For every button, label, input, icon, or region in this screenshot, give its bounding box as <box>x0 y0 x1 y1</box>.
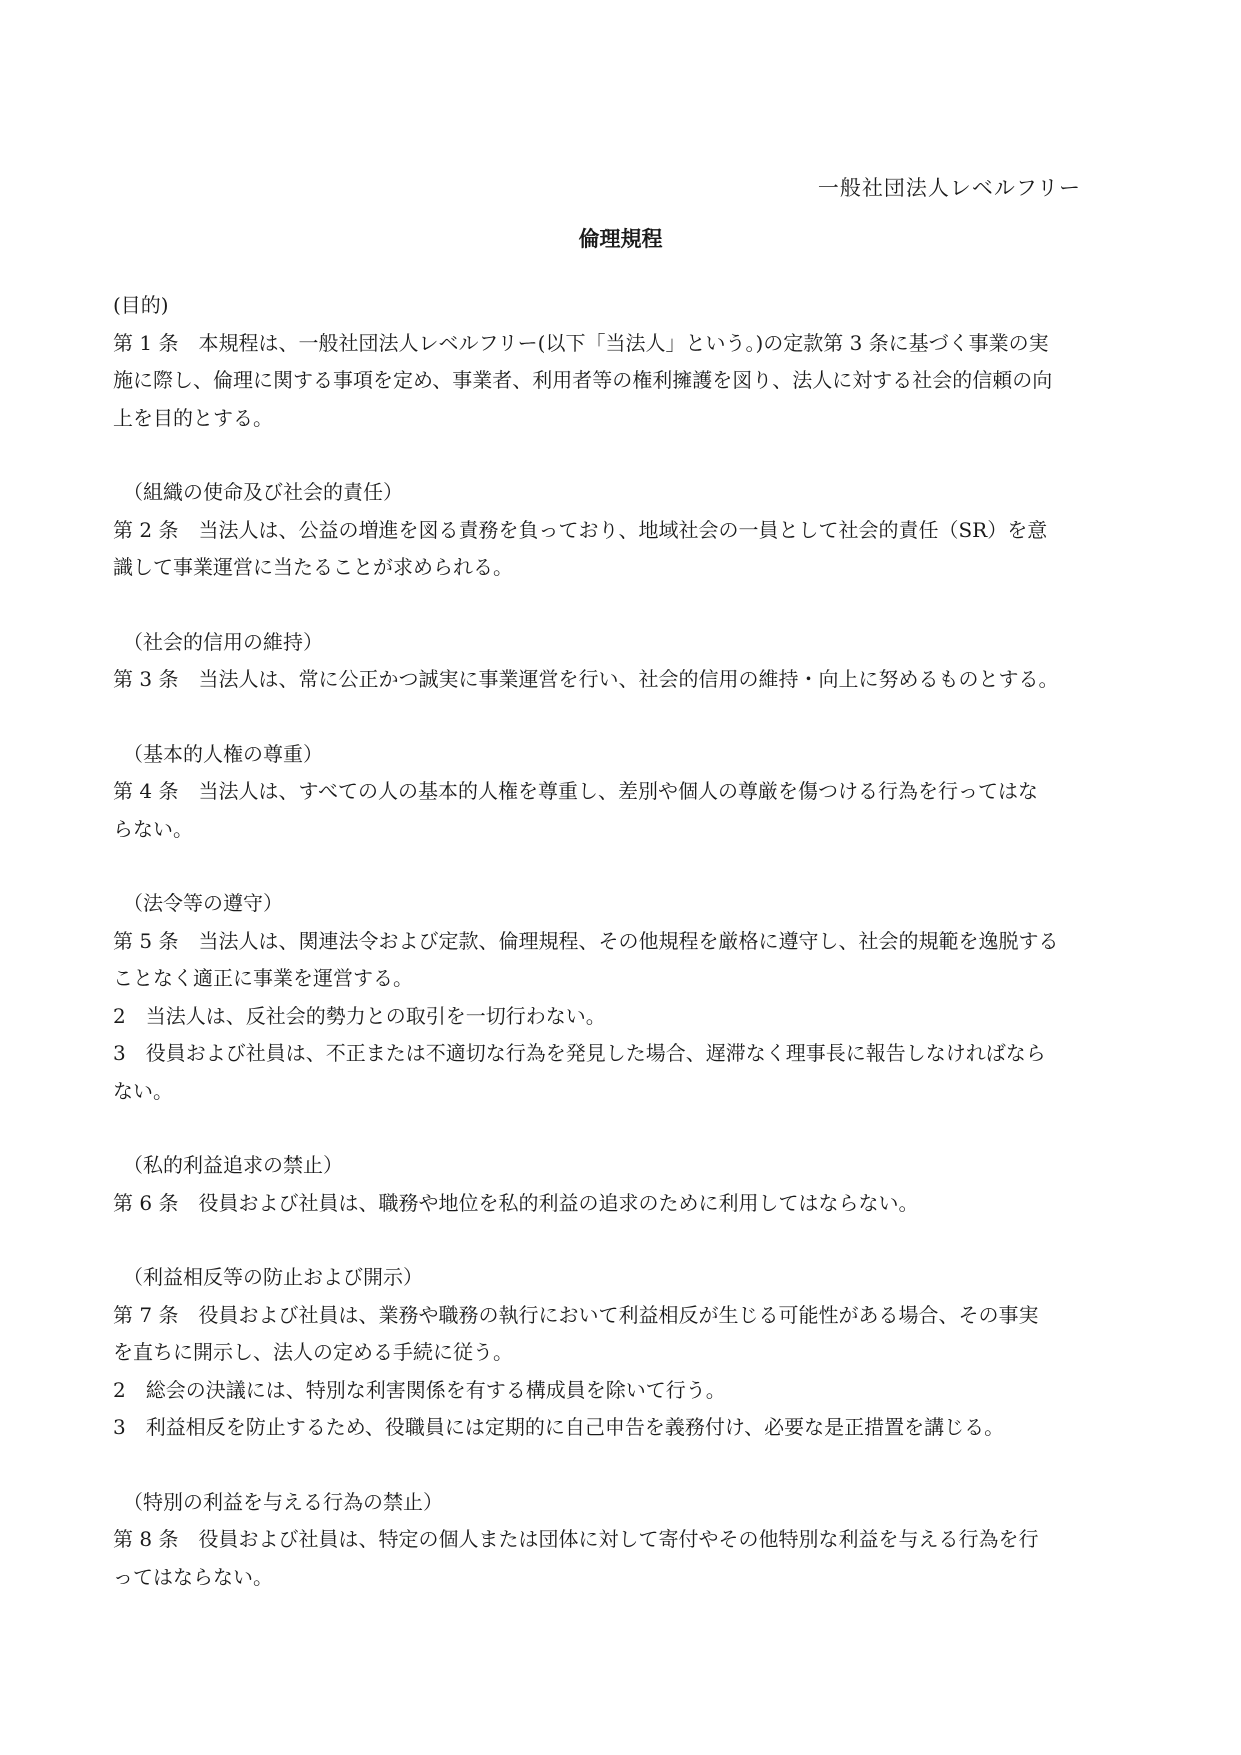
article-text-line: 上を目的とする。 <box>113 405 273 430</box>
article-text-line: 第 6 条 役員および社員は、職務や地位を私的利益の追求のために利用してはならない。 <box>113 1190 919 1215</box>
article-section <box>113 287 1129 437</box>
article-section <box>113 1147 1129 1222</box>
article-section <box>113 474 1129 587</box>
article-text-line: 第 2 条 当法人は、公益の増進を図る責務を負っており、地域社会の一員として社会的責任（SR）を意 <box>113 517 1048 542</box>
article-text-line: 第 7 条 役員および社員は、業務や職務の執行において利益相反が生じる可能性がある場合、その事実 <box>113 1302 1039 1327</box>
article-text-line: 第 8 条 役員および社員は、特定の個人または団体に対して寄付やその他特別な利益を与える行為を行 <box>113 1527 1039 1551</box>
article-text-line: ってはならない。 <box>113 1564 273 1589</box>
article-section <box>113 1484 1129 1597</box>
article-text-line: ない。 <box>113 1078 173 1103</box>
document-body <box>113 287 1129 1596</box>
article-text-line: 3 利益相反を防止するため、役職員には定期的に自己申告を義務付け、必要な是正措置を講じる。 <box>113 1415 1005 1439</box>
article-section <box>113 1259 1129 1447</box>
article-section <box>113 885 1129 1110</box>
article-text-line: 施に際し、倫理に関する事項を定め、事業者、利用者等の権利擁護を図り、法人に対する社会的信頼の向 <box>113 368 1053 392</box>
article-section <box>113 624 1129 699</box>
article-text-line: 識して事業運営に当たることが求められる。 <box>113 555 513 579</box>
article-heading: （組織の使命及び社会的責任） <box>123 480 403 504</box>
article-heading: （法令等の遵守） <box>123 891 283 915</box>
section-gap <box>113 1222 1129 1259</box>
article-text-line: 2 総会の決議には、特別な利害関係を有する構成員を除いて行う。 <box>113 1377 726 1402</box>
article-heading: （私的利益追求の禁止） <box>123 1153 343 1177</box>
section-gap <box>113 437 1129 474</box>
section-gap <box>113 587 1129 624</box>
section-gap <box>113 1447 1129 1484</box>
article-text-line: 3 役員および社員は、不正または不適切な行為を発見した場合、遅滞なく理事長に報告しなければなら <box>113 1041 1046 1065</box>
section-gap <box>113 848 1129 885</box>
article-text-line: 第 1 条 本規程は、一般社団法人レベルフリー(以下「当法人」という。)の定款第 3 条に基づく事業の実 <box>113 330 1049 355</box>
section-gap <box>113 1110 1129 1147</box>
article-text-line: 第 5 条 当法人は、関連法令および定款、倫理規程、その他規程を厳格に遵守し、社会的規範を逸脱する <box>113 928 1059 953</box>
document-title: 倫理規程 <box>578 226 663 251</box>
article-text-line: を直ちに開示し、法人の定める手続に従う。 <box>113 1340 513 1364</box>
article-heading: （社会的信用の維持） <box>123 629 323 654</box>
article-heading: (目的) <box>113 293 169 317</box>
article-heading: （利益相反等の防止および開示） <box>123 1265 423 1289</box>
article-heading: （基本的人権の尊重） <box>123 741 323 766</box>
article-text-line: 2 当法人は、反社会的勢力との取引を一切行わない。 <box>113 1003 606 1028</box>
article-text-line: らない。 <box>113 816 193 841</box>
section-gap <box>113 699 1129 736</box>
article-heading: （特別の利益を与える行為の禁止） <box>123 1489 443 1514</box>
article-section <box>113 736 1129 849</box>
article-text-line: 第 4 条 当法人は、すべての人の基本的人権を尊重し、差別や個人の尊厳を傷つける行為を行ってはな <box>113 779 1039 803</box>
article-text-line: 第 3 条 当法人は、常に公正かつ誠実に事業運営を行い、社会的信用の維持・向上に努めるものとする。 <box>113 667 1059 691</box>
article-text-line: ことなく適正に事業を運営する。 <box>113 966 413 990</box>
organization-name: 一般社団法人レベルフリー <box>817 176 1081 200</box>
